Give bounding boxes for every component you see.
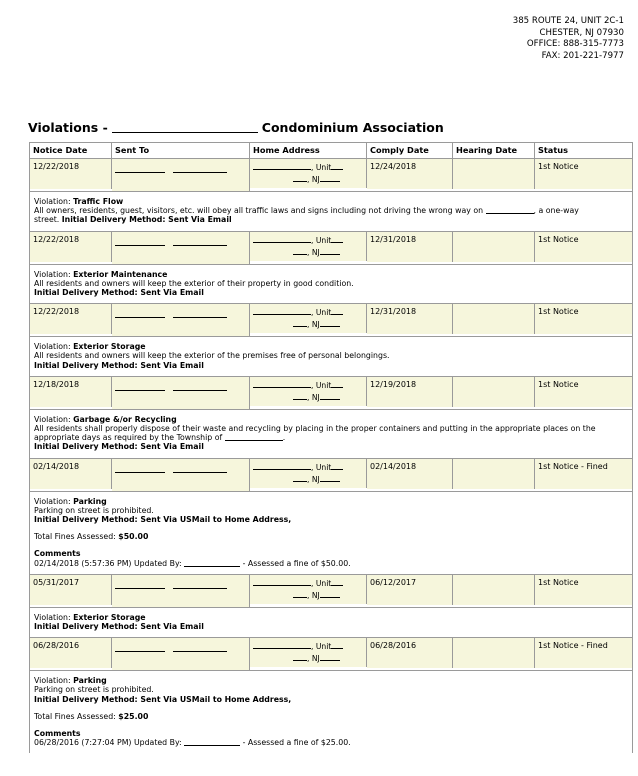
- updated-by-blank: [184, 738, 240, 746]
- delivery-method: Initial Delivery Method: Sent Via Email: [61, 215, 232, 225]
- violation-line: [34, 676, 628, 685]
- comment-suffix: - Assessed a fine of $25.00.: [242, 738, 351, 748]
- table-row: [30, 231, 632, 264]
- description-text: All residents and owners will keep the exterior of the premises free of personal belongings.: [34, 351, 390, 361]
- delivery-method: Initial Delivery Method: Sent Via Email: [34, 360, 204, 370]
- home-address-line1: [253, 640, 363, 652]
- street-blank: [253, 379, 311, 388]
- fines-line: [34, 532, 628, 541]
- violation-detail: [30, 607, 632, 637]
- hearing-date-cell: [453, 303, 535, 334]
- home-address-cell: [250, 231, 367, 261]
- hearing-date-cell: [453, 376, 535, 407]
- state-label: , NJ: [307, 247, 320, 257]
- hearing-date-cell: [453, 158, 535, 189]
- violation-label: Violation:: [34, 676, 71, 686]
- delivery-method: Initial Delivery Method: Sent Via USMail to Home Address,: [34, 694, 292, 704]
- sent-to-first-name-blank: [173, 464, 227, 473]
- city-blank: [293, 246, 307, 255]
- violation-type: Parking: [73, 676, 107, 686]
- violation-detail: [30, 670, 632, 753]
- delivery-method: Initial Delivery Method: Sent Via Email: [34, 442, 204, 452]
- sent-to-last-name-blank: [115, 643, 165, 652]
- sent-to-cell: [112, 158, 250, 191]
- unit-label: , Unit: [311, 235, 332, 245]
- home-address-cell: [250, 303, 367, 333]
- home-address-cell: [250, 158, 367, 188]
- status-cell: 1st Notice: [535, 574, 632, 605]
- sent-to-last-name-blank: [115, 580, 165, 589]
- hearing-date-cell: [453, 637, 535, 668]
- spacer: [34, 704, 628, 712]
- comments-heading: [34, 729, 628, 738]
- home-address-line2: [253, 589, 363, 601]
- table-row: [30, 458, 632, 491]
- description-tail-2: .: [282, 433, 286, 443]
- updated-by-blank: [184, 559, 240, 567]
- home-address-line2: [253, 173, 363, 185]
- violation-description: [34, 506, 628, 515]
- street-blank: [253, 306, 311, 315]
- sent-to-cell: [112, 458, 250, 491]
- sent-to-last-name-blank: [115, 164, 165, 173]
- comply-date-cell: 02/14/2018: [367, 458, 453, 489]
- description-text-2: street.: [34, 215, 60, 225]
- violation-line: [34, 497, 628, 506]
- sent-to-first-name-blank: [173, 643, 227, 652]
- home-address-line1: [253, 461, 363, 473]
- zip-blank: [320, 652, 340, 661]
- comment-prefix: 06/28/2016 (7:27:04 PM) Updated By:: [34, 738, 182, 748]
- state-label: , NJ: [307, 392, 320, 402]
- home-address-line2: [253, 246, 363, 258]
- delivery-line: [34, 515, 628, 524]
- violation-type: Traffic Flow: [73, 197, 124, 206]
- association-name-blank: [112, 121, 258, 133]
- violation-label: Violation:: [34, 197, 71, 206]
- address-line: OFFICE: 888-315-7773: [526, 39, 624, 49]
- city-blank: [293, 173, 307, 182]
- street-blank: [253, 161, 311, 170]
- table-row: [30, 158, 632, 191]
- violation-type: Exterior Maintenance: [73, 269, 168, 279]
- comply-date-cell: 06/12/2017: [367, 574, 453, 605]
- violation-detail: [30, 409, 632, 458]
- comments-label: Comments: [34, 729, 81, 739]
- description-text: All residents and owners will keep the exterior of their property in good condition.: [34, 278, 354, 288]
- spacer: [34, 721, 628, 729]
- zip-blank: [320, 246, 340, 255]
- fines-value: $25.00: [118, 711, 149, 721]
- delivery-line: [34, 361, 628, 370]
- comments-label: Comments: [34, 549, 81, 559]
- table-row: [30, 574, 632, 607]
- table-header: [30, 142, 632, 158]
- description-text: All owners, residents, guest, visitors, etc. will obey all traffic laws and signs including not driving the wrong way on: [34, 206, 484, 216]
- violation-type: Exterior Storage: [73, 612, 146, 622]
- zip-blank: [320, 173, 340, 182]
- table-row: [30, 303, 632, 336]
- sent-to-first-name-blank: [173, 382, 227, 391]
- violation-line: [34, 342, 628, 351]
- comply-date-cell: 06/28/2016: [367, 637, 453, 668]
- sent-to-cell: [112, 574, 250, 607]
- column-header-notice-date: Notice Date: [30, 142, 112, 158]
- unit-blank: [331, 234, 343, 243]
- comply-date-cell: 12/31/2018: [367, 231, 453, 262]
- zip-blank: [320, 318, 340, 327]
- home-address-cell: [250, 376, 367, 406]
- unit-blank: [331, 640, 343, 649]
- address-line: FAX: 201-221-7977: [541, 50, 624, 61]
- city-blank: [293, 589, 307, 598]
- table-body: [30, 158, 632, 753]
- violation-detail: [30, 191, 632, 231]
- comment-suffix: - Assessed a fine of $50.00.: [242, 558, 351, 568]
- home-address-line2: [253, 318, 363, 330]
- fines-label: Total Fines Assessed:: [34, 711, 116, 721]
- city-blank: [293, 473, 307, 482]
- notice-date-cell: 06/28/2016: [30, 637, 112, 668]
- violation-line: [34, 415, 628, 424]
- state-label: , NJ: [307, 320, 320, 330]
- status-cell: 1st Notice - Fined: [535, 637, 632, 668]
- status-cell: 1st Notice: [535, 231, 632, 262]
- sent-to-last-name-blank: [115, 309, 165, 318]
- sent-to-cell: [112, 376, 250, 409]
- fines-line: [34, 712, 628, 721]
- violation-description: [34, 206, 628, 215]
- violation-description: [34, 351, 628, 360]
- company-address: [513, 16, 624, 62]
- sent-to-last-name-blank: [115, 464, 165, 473]
- column-header-sent-to: Sent To: [112, 142, 250, 158]
- notice-date-cell: 12/22/2018: [30, 231, 112, 262]
- city-blank: [293, 652, 307, 661]
- sent-to-first-name-blank: [173, 309, 227, 318]
- sent-to-first-name-blank: [173, 237, 227, 246]
- city-blank: [293, 318, 307, 327]
- unit-label: , Unit: [311, 462, 332, 472]
- sent-to-first-name-blank: [173, 580, 227, 589]
- home-address-line2: [253, 391, 363, 403]
- spacer: [34, 541, 628, 549]
- address-line: CHESTER, NJ 07930: [539, 27, 624, 38]
- violations-table: [29, 142, 633, 753]
- unit-blank: [331, 461, 343, 470]
- street-blank: [253, 234, 311, 243]
- notice-date-cell: 05/31/2017: [30, 574, 112, 605]
- delivery-line: [34, 695, 628, 704]
- home-address-cell: [250, 458, 367, 488]
- zip-blank: [320, 391, 340, 400]
- violation-label: Violation:: [34, 612, 71, 622]
- violation-detail: [30, 491, 632, 574]
- status-cell: 1st Notice: [535, 158, 632, 189]
- sent-to-cell: [112, 303, 250, 336]
- unit-label: , Unit: [311, 308, 332, 318]
- home-address-line2: [253, 652, 363, 664]
- delivery-method: Initial Delivery Method: Sent Via Email: [34, 288, 204, 298]
- description-text: All residents shall properly dispose of their waste and recycling by placing in the proper containers and putting in the appropriate places on the: [34, 424, 596, 434]
- title-prefix: Violations -: [28, 120, 108, 135]
- comply-date-cell: 12/31/2018: [367, 303, 453, 334]
- violation-description-continued: [34, 215, 628, 224]
- violation-label: Violation:: [34, 496, 71, 506]
- unit-label: , Unit: [311, 380, 332, 390]
- home-address-line2: [253, 473, 363, 485]
- comply-date-cell: 12/19/2018: [367, 376, 453, 407]
- notice-date-cell: 12/22/2018: [30, 303, 112, 334]
- unit-blank: [331, 379, 343, 388]
- state-label: , NJ: [307, 175, 320, 184]
- status-cell: 1st Notice - Fined: [535, 458, 632, 489]
- violation-label: Violation:: [34, 414, 71, 424]
- notice-date-cell: 12/18/2018: [30, 376, 112, 407]
- violation-label: Violation:: [34, 269, 71, 279]
- comments-heading: [34, 549, 628, 558]
- description-text: Parking on street is prohibited.: [34, 505, 154, 515]
- home-address-line1: [253, 234, 363, 246]
- city-blank: [293, 391, 307, 400]
- delivery-line: [34, 622, 628, 631]
- unit-label: , Unit: [311, 163, 332, 172]
- unit-label: , Unit: [311, 642, 332, 652]
- violation-line: [34, 613, 628, 622]
- zip-blank: [320, 473, 340, 482]
- hearing-date-cell: [453, 574, 535, 605]
- violation-description: [34, 685, 628, 694]
- sent-to-first-name-blank: [173, 164, 227, 173]
- delivery-method: Initial Delivery Method: Sent Via Email: [34, 622, 204, 632]
- unit-blank: [331, 577, 343, 586]
- unit-label: , Unit: [311, 578, 332, 588]
- delivery-method: Initial Delivery Method: Sent Via USMail to Home Address,: [34, 515, 292, 525]
- sent-to-cell: [112, 637, 250, 670]
- spacer: [34, 524, 628, 532]
- violation-detail: [30, 264, 632, 304]
- violation-detail: [30, 336, 632, 376]
- home-address-line1: [253, 306, 363, 318]
- fines-label: Total Fines Assessed:: [34, 532, 116, 542]
- table-row: [30, 637, 632, 670]
- state-label: , NJ: [307, 590, 320, 600]
- unit-blank: [331, 306, 343, 315]
- violation-description: [34, 279, 628, 288]
- violation-type: Garbage &/or Recycling: [73, 414, 177, 424]
- violation-line: [34, 197, 628, 206]
- status-cell: 1st Notice: [535, 376, 632, 407]
- fines-value: $50.00: [118, 532, 149, 542]
- column-header-home-address: Home Address: [250, 142, 367, 158]
- street-blank: [253, 461, 311, 470]
- sent-to-last-name-blank: [115, 237, 165, 246]
- home-address-line1: [253, 577, 363, 589]
- comment-prefix: 02/14/2018 (5:57:36 PM) Updated By:: [34, 558, 182, 568]
- unit-blank: [331, 161, 343, 170]
- description-tail: , a one-way: [533, 206, 579, 216]
- column-header-hearing-date: Hearing Date: [453, 142, 535, 158]
- hearing-date-cell: [453, 231, 535, 262]
- status-cell: 1st Notice: [535, 303, 632, 334]
- comment-line: [34, 738, 628, 747]
- notice-date-cell: 12/22/2018: [30, 158, 112, 189]
- notice-date-cell: 02/14/2018: [30, 458, 112, 489]
- violation-type: Parking: [73, 496, 107, 506]
- title-suffix: Condominium Association: [261, 120, 444, 135]
- state-label: , NJ: [307, 474, 320, 484]
- township-blank: [225, 433, 286, 443]
- description-text: Parking on street is prohibited.: [34, 685, 154, 695]
- street-name-blank: [486, 206, 534, 214]
- sent-to-last-name-blank: [115, 382, 165, 391]
- table-row: [30, 376, 632, 409]
- description-text-2: appropriate days as required by the Township of: [34, 433, 223, 443]
- comply-date-cell: 12/24/2018: [367, 158, 453, 189]
- violation-line: [34, 270, 628, 279]
- column-header-status: Status: [535, 142, 632, 158]
- home-address-line1: [253, 379, 363, 391]
- hearing-date-cell: [453, 458, 535, 489]
- home-address-cell: [250, 574, 367, 604]
- comment-line: [34, 559, 628, 568]
- page-title: [28, 120, 444, 135]
- delivery-line: [34, 288, 628, 297]
- home-address-cell: [250, 637, 367, 667]
- violation-label: Violation:: [34, 342, 71, 352]
- street-blank: [253, 640, 311, 649]
- column-header-comply-date: Comply Date: [367, 142, 453, 158]
- address-line: 385 ROUTE 24, UNIT 2C-1: [512, 16, 624, 26]
- home-address-line1: [253, 161, 363, 173]
- violation-type: Exterior Storage: [73, 342, 146, 352]
- sent-to-cell: [112, 231, 250, 264]
- state-label: , NJ: [307, 654, 320, 664]
- violation-description-continued: [34, 433, 628, 442]
- violation-description: [34, 424, 628, 433]
- zip-blank: [320, 589, 340, 598]
- street-blank: [253, 577, 311, 586]
